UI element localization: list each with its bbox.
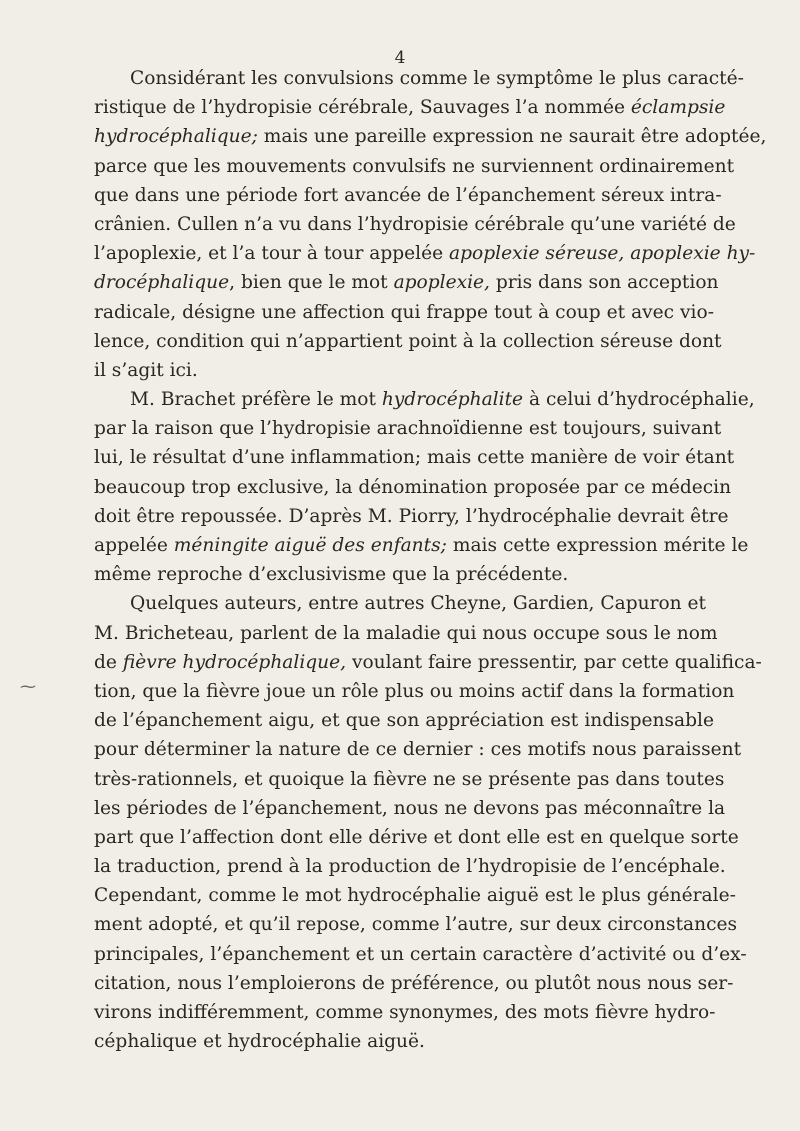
text-line xyxy=(94,648,762,677)
text-run: pour déterminer la nature de ce dernier : ces motifs nous paraissent xyxy=(94,739,742,761)
text-line xyxy=(94,619,718,648)
text-run: l’apoplexie, et l’a tour à tour appelée xyxy=(94,243,450,265)
text-line xyxy=(94,473,732,502)
text-run: même reproche d’exclusivisme que la précédente. xyxy=(94,564,569,586)
text-line xyxy=(94,93,726,122)
text-run: pris dans son acception xyxy=(489,272,719,294)
text-run: parce que les mouvements convulsifs ne surviennent ordinairement xyxy=(94,155,735,177)
text-run: lui, le résultat d’une inflammation; mais cette manière de voir étant xyxy=(94,447,735,469)
margin-mark: ⁓ xyxy=(20,677,36,696)
text-run: , bien que le mot xyxy=(229,272,394,294)
italic-term: hydrocéphalite xyxy=(381,389,524,411)
text-line xyxy=(94,443,735,472)
italic-term: hydrocéphalique; xyxy=(94,126,258,148)
text-run: mais cette expression mérite le xyxy=(446,535,749,556)
text-run: de xyxy=(94,651,123,673)
text-line xyxy=(94,414,722,443)
text-run: doit être repoussée. D’après M. Piorry, l’hydrocéphalie devrait être xyxy=(94,505,729,527)
text-run: citation, nous l’emploierons de préférence, ou plutôt nous nous ser- xyxy=(94,972,734,994)
text-run: que dans une période fort avancée de l’épanchement séreux intra- xyxy=(94,184,722,206)
text-run: M. Brachet préfère le mot xyxy=(130,389,382,411)
text-run: beaucoup trop exclusive, la dénomination proposée par ce médecin xyxy=(94,476,732,498)
text-run: par la raison que l’hydropisie arachnoïdienne est toujours, suivant xyxy=(94,418,722,440)
text-run: les périodes de l’épanchement, nous ne devons pas méconnaître la xyxy=(94,797,726,819)
text-line xyxy=(94,502,729,531)
text-run: très-rationnels, et quoique la fièvre ne se présente pas dans toutes xyxy=(94,768,725,790)
text-run: Quelques auteurs, entre autres Cheyne, Gardien, Capuron et xyxy=(130,593,707,615)
text-line xyxy=(94,152,735,181)
text-line xyxy=(94,181,722,210)
italic-term: drocéphalique xyxy=(94,272,230,294)
text-line xyxy=(94,298,714,327)
text-run: lence, condition qui n’appartient point à la collection séreuse dont xyxy=(94,330,722,352)
text-run: ment adopté, et qu’il repose, comme l’autre, sur deux circonstances xyxy=(94,914,738,936)
text-run: il s’agit ici. xyxy=(94,359,198,381)
text-line xyxy=(94,881,736,910)
italic-term: apoplexie séreuse, apoplexie hy- xyxy=(449,243,756,265)
text-line xyxy=(94,765,725,794)
text-run: appelée xyxy=(94,535,174,556)
text-run: Cependant, comme le mot hydrocéphalie aiguë est le plus générale- xyxy=(94,885,736,907)
text-run: part que l’affection dont elle dérive et dont elle est en quelque sorte xyxy=(94,826,739,848)
text-line xyxy=(94,560,714,589)
text-line xyxy=(94,385,755,414)
text-run: de l’épanchement aigu, et que son appréciation est indispensable xyxy=(94,710,714,732)
text-run: mais une pareille expression ne saurait être adoptée, xyxy=(257,126,767,148)
text-line xyxy=(94,852,726,881)
text-run: virons indifféremment, comme synonymes, des mots fièvre hydro- xyxy=(94,1002,716,1023)
text-run: radicale, désigne une affection qui frappe tout à coup et avec vio- xyxy=(94,301,714,323)
text-line xyxy=(94,969,734,998)
text-line xyxy=(94,210,736,239)
text-run: crânien. Cullen n’a vu dans l’hydropisie cérébrale qu’une variété de xyxy=(94,213,736,235)
italic-term: fièvre hydrocéphalique, xyxy=(122,651,347,673)
italic-term: éclampsie xyxy=(630,97,726,119)
text-line xyxy=(94,327,722,356)
body-text xyxy=(94,64,767,1056)
text-line xyxy=(94,735,742,764)
text-line xyxy=(94,706,714,735)
text-run: la traduction, prend à la production de l’hydropisie de l’encéphale. xyxy=(94,856,726,878)
text-run: à celui d’hydrocéphalie, xyxy=(523,389,755,411)
page-number: 4 xyxy=(394,48,406,68)
text-line xyxy=(94,239,756,268)
text-run: M. Bricheteau, parlent de la maladie qui nous occupe sous le nom xyxy=(94,622,718,644)
text-line xyxy=(94,940,747,969)
text-run: Considérant les convulsions comme le symptôme le plus caracté- xyxy=(130,68,744,89)
text-line xyxy=(94,589,714,618)
text-run: ristique de l’hydropisie cérébrale, Sauvages l’a nommée xyxy=(94,97,631,119)
text-line xyxy=(94,356,714,385)
text-line xyxy=(94,677,735,706)
text-line xyxy=(94,531,749,560)
text-line xyxy=(94,794,726,823)
text-line xyxy=(94,1027,714,1056)
text-line xyxy=(94,998,714,1027)
text-line xyxy=(94,268,719,297)
text-line xyxy=(94,122,767,151)
text-run: tion, que la fièvre joue un rôle plus ou moins actif dans la formation xyxy=(94,680,735,702)
text-line xyxy=(94,823,739,852)
italic-term: apoplexie, xyxy=(393,272,490,294)
text-line xyxy=(94,910,738,939)
italic-term: méningite aiguë des enfants; xyxy=(173,535,447,556)
text-line xyxy=(94,64,744,93)
text-run: voulant faire pressentir, par cette qualifica- xyxy=(346,651,762,673)
text-run: principales, l’épanchement et un certain caractère d’activité ou d’ex- xyxy=(94,943,747,965)
text-run: céphalique et hydrocéphalie aiguë. xyxy=(94,1031,425,1053)
